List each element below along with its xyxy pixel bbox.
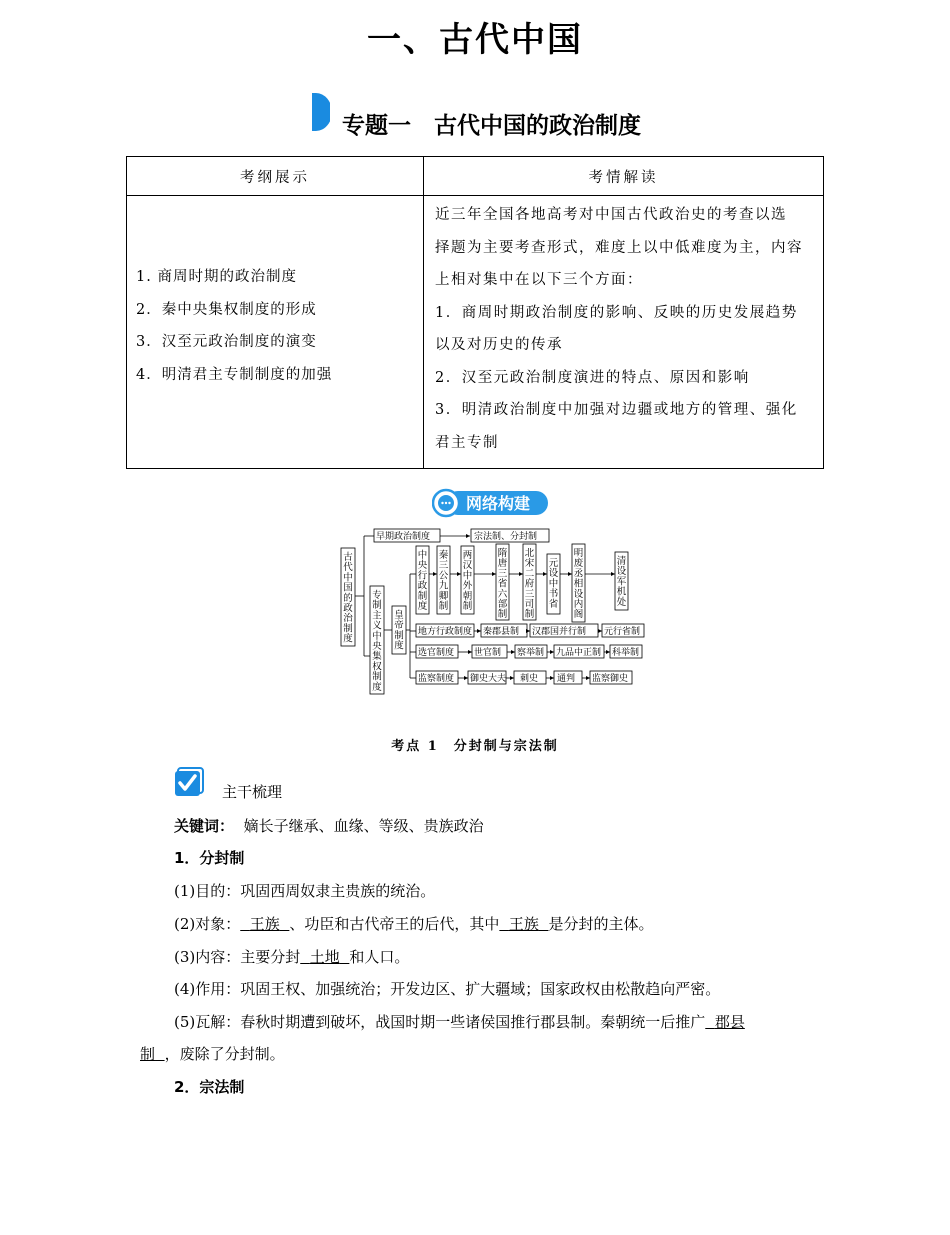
keywords-text: 嫡长子继承、血缘、等级、贵族政治 (243, 817, 484, 835)
heading-fengjian: 1．分封制 (174, 849, 245, 867)
topic-title: 专题一 古代中国的政治制度 (342, 113, 641, 139)
outline-table (126, 156, 824, 469)
diagram-node-early-result: 宗法制、分封制 (474, 532, 538, 542)
diagram-node: 两汉中外朝制 (462, 550, 473, 612)
fill-answer: 土地 (309, 948, 340, 966)
analysis-line: 择题为主要考查形式，难度上以中低难度为主，内容 (435, 239, 803, 256)
diagram-node: 御史大夫 (470, 674, 507, 684)
diagram-node: 察举制 (517, 648, 545, 658)
analysis-line: 君主专制 (435, 434, 499, 451)
paragraph: (1)目的：巩固西周奴隶主贵族的统治。 (174, 882, 436, 900)
diagram-node-emperor: 皇帝制度 (394, 610, 404, 652)
diagram-node: 九品中正制 (556, 648, 602, 658)
diagram-node-root: 古代中国的政治制度 (343, 552, 353, 645)
analysis-line: 近三年全国各地高考对中国古代政治史的考查以选 (435, 207, 787, 223)
diagram-node-supervision: 监察制度 (418, 674, 455, 684)
diagram-node-early: 早期政治制度 (376, 532, 431, 542)
diagram-node: 元设中书省 (548, 558, 559, 610)
list-item: 4．明清君主专制制度的加强 (136, 366, 333, 383)
diagram-node: 科举制 (612, 648, 640, 658)
diagram-node: 元行省制 (604, 627, 641, 637)
exam-point-title: 考点 1 分封制与宗法制 (391, 739, 559, 754)
paragraph: (2)对象： 王族 、功臣和古代帝王的后代，其中 王族 是分封的主体。 (174, 915, 654, 933)
diagram-node: 秦郡县制 (483, 627, 520, 637)
analysis-line: 上相对集中在以下三个方面： (435, 272, 643, 288)
diagram-node: 汉郡国并行制 (532, 627, 587, 637)
diagram-node: 刺史 (520, 674, 539, 684)
network-diagram (340, 526, 646, 698)
analysis-line: 2．汉至元政治制度演进的特点、原因和影响 (435, 369, 750, 386)
diagram-node-autocracy: 专制主义中央集权制度 (372, 590, 382, 693)
heading-zongfa: 2．宗法制 (174, 1078, 245, 1096)
diagram-node: 明废丞相设内阁 (573, 548, 584, 621)
list-item: 2．秦中央集权制度的形成 (136, 301, 317, 318)
section-label: 主干梳理 (222, 783, 283, 801)
fill-answer: 郡县 (714, 1013, 745, 1031)
diagram-node: 隋唐三省六部制 (497, 548, 508, 621)
diagram-node-selection: 选官制度 (418, 648, 455, 658)
topic-marker-icon (312, 93, 330, 131)
paragraph-continuation: 制 ，废除了分封制。 (140, 1045, 285, 1063)
badge-label: 网络构建 (466, 494, 531, 513)
table-header-left: 考纲展示 (127, 157, 424, 196)
analysis-line: 以及对历史的传承 (435, 337, 563, 353)
paragraph: (5)瓦解：春秋时期遭到破坏，战国时期一些诸侯国推行郡县制。秦朝统一后推广 郡县 (174, 1013, 745, 1031)
list-item: 1. 商周时期的政治制度 (136, 269, 297, 285)
analysis-line: 1．商周时期政治制度的影响、反映的历史发展趋势 (435, 304, 798, 321)
diagram-node: 北宋二府三司制 (524, 548, 535, 621)
list-item: 3．汉至元政治制度的演变 (136, 334, 317, 350)
diagram-node-local: 地方行政制度 (418, 627, 473, 637)
chat-bubble-icon (438, 495, 454, 511)
keywords-line (174, 815, 484, 836)
keywords-label: 关键词： (174, 817, 235, 835)
page-title: 一、古代中国 (367, 20, 583, 60)
paragraph: (4)作用：巩固王权、加强统治；开发边区、扩大疆域；国家政权由松散趋向严密。 (174, 980, 721, 998)
diagram-node: 清设军机处 (616, 556, 627, 608)
table-header-right: 考情解读 (424, 157, 824, 196)
checkbox-icon (174, 767, 204, 797)
diagram-node-central: 中央行政制度 (417, 550, 428, 612)
diagram-node: 监察御史 (592, 674, 629, 684)
diagram-node: 通判 (557, 674, 576, 684)
fill-answer: 王族 (249, 915, 280, 933)
diagram-node: 世官制 (474, 648, 502, 658)
fill-answer: 王族 (508, 915, 539, 933)
diagram-node: 秦三公九卿制 (438, 550, 449, 612)
analysis-line: 3．明清政治制度中加强对边疆或地方的管理、强化 (435, 402, 798, 418)
network-badge (432, 488, 550, 518)
outline-list-cell (127, 196, 424, 469)
fill-answer: 制 (140, 1045, 156, 1063)
analysis-cell (424, 196, 824, 469)
paragraph: (3)内容：主要分封 土地 和人口。 (174, 948, 410, 966)
